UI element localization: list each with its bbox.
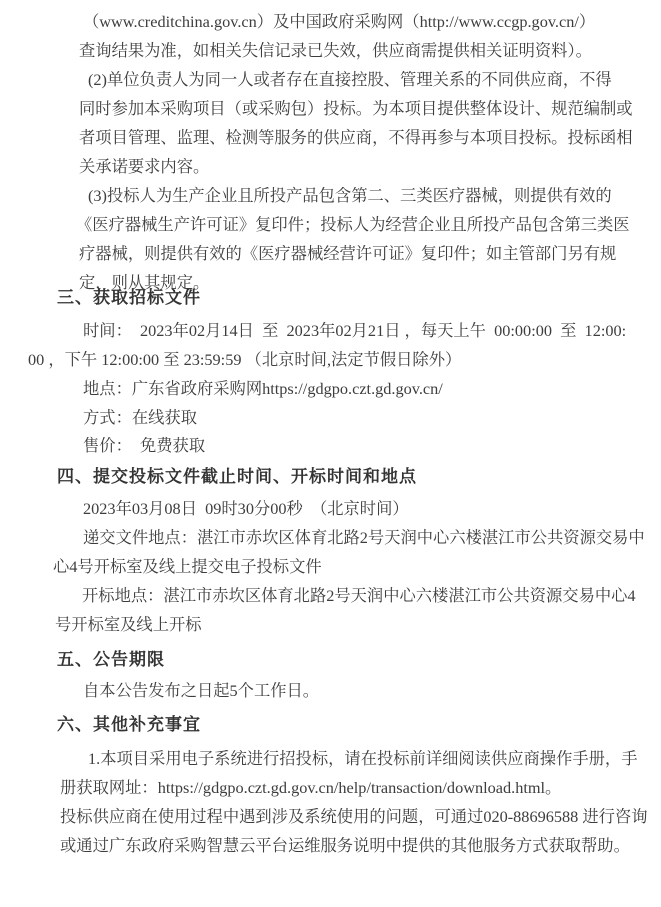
section-heading: 三、获取招标文件	[57, 288, 201, 307]
text-line: （www.creditchina.gov.cn）及中国政府采购网（http://www.ccgp.gov.cn/）	[83, 12, 596, 31]
text-line: 号开标室及线上开标	[55, 615, 202, 634]
section-heading: 四、提交投标文件截止时间、开标时间和地点	[57, 467, 417, 486]
text-line: 投标供应商在使用过程中遇到涉及系统使用的问题，可通过020-88696588 进行咨询	[60, 807, 648, 826]
text-line: 册获取网址：https://gdgpo.czt.gd.gov.cn/help/transaction/download.html。	[60, 778, 562, 797]
text-line: 地点：广东省政府采购网https://gdgpo.czt.gd.gov.cn/	[83, 379, 443, 398]
text-line: 《医疗器械生产许可证》复印件；投标人为经营企业且所投产品包含第三类医	[76, 215, 630, 234]
text-line: 售价： 免费获取	[83, 436, 206, 455]
text-line: 递交文件地点：湛江市赤坎区体育北路2号天润中心六楼湛江市公共资源交易中	[83, 528, 645, 547]
section-heading: 五、公告期限	[57, 650, 165, 669]
text-line: 1.本项目采用电子系统进行招投标，请在投标前详细阅读供应商操作手册，手	[88, 749, 638, 768]
text-line: 时间： 2023年02月14日 至 2023年02月21日 ，每天上午 00:00:00 至 12:00:	[83, 321, 627, 340]
text-line: 方式：在线获取	[83, 408, 197, 427]
text-line: 2023年03月08日 09时30分00秒 （北京时间）	[83, 499, 409, 518]
text-line: 查询结果为准，如相关失信记录已失效，供应商需提供相关证明资料）。	[79, 41, 592, 60]
section-heading: 六、其他补充事宜	[57, 715, 201, 734]
text-line: 疗器械，则提供有效的《医疗器械经营许可证》复印件；如主管部门另有规	[79, 244, 617, 263]
text-line: 同时参加本采购项目（或采购包）投标。为本项目提供整体设计、规范编制或	[79, 99, 633, 118]
text-line: 定，则从其规定。	[79, 273, 210, 292]
text-line: 开标地点：湛江市赤坎区体育北路2号天润中心六楼湛江市公共资源交易中心4	[82, 586, 636, 605]
text-line: (3)投标人为生产企业且所投产品包含第二、三类医疗器械，则提供有效的	[88, 186, 612, 205]
text-line: 者项目管理、监理、检测等服务的供应商，不得再参与本项目投标。投标函相	[79, 128, 633, 147]
text-line: (2)单位负责人为同一人或者存在直接控股、管理关系的不同供应商，不得	[88, 70, 612, 89]
text-line: 心4号开标室及线上提交电子投标文件	[53, 557, 322, 576]
text-line: 或通过广东政府采购智慧云平台运维服务说明中提供的其他服务方式获取帮助。	[60, 836, 630, 855]
text-line: 00 ，下午 12:00:00 至 23:59:59 （北京时间,法定节假日除外）	[28, 350, 462, 369]
text-line: 自本公告发布之日起5个工作日。	[83, 681, 320, 700]
text-line: 关承诺要求内容。	[79, 157, 210, 176]
